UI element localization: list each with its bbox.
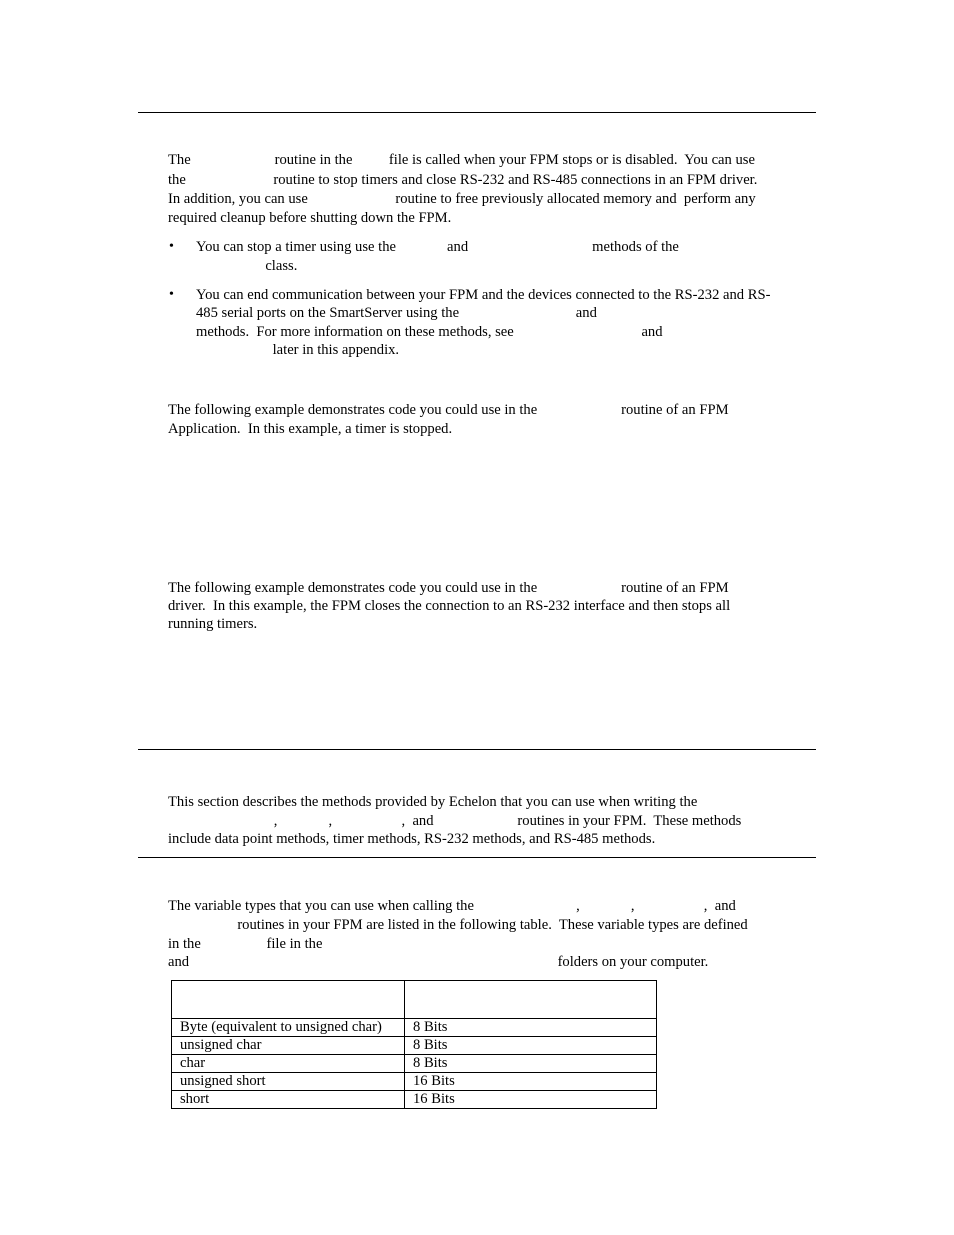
text-line: The variable types that you can use when calling the , , , and [168, 898, 736, 914]
text-line: later in this appendix. [196, 342, 400, 358]
bullet-icon: • [169, 239, 174, 254]
text-line: You can end communication between your FPM and the devices connected to the RS-232 and RS- [196, 287, 771, 303]
text-line: in the file in the [168, 936, 323, 952]
table-row [172, 1091, 657, 1109]
type-cell: unsigned char [172, 1037, 405, 1055]
table-row [172, 1055, 657, 1073]
type-cell: Byte (equivalent to unsigned char) [172, 1019, 405, 1037]
text-line: You can stop a timer using use the and methods of the [196, 239, 679, 255]
top-rule [138, 112, 816, 113]
variable-types-table [171, 980, 657, 1109]
table-row [172, 1037, 657, 1055]
type-cell: short [172, 1091, 405, 1109]
size-cell: 8 Bits [405, 1055, 657, 1073]
subsection-rule [138, 857, 816, 858]
text-line: include data point methods, timer methods, RS-232 methods, and RS-485 methods. [168, 831, 656, 847]
text-line: required cleanup before shutting down the FPM. [168, 210, 452, 226]
size-cell: 8 Bits [405, 1037, 657, 1055]
text-line: driver. In this example, the FPM closes the connection to an RS-232 interface and then stops all [168, 598, 731, 614]
text-line: The following example demonstrates code you could use in the routine of an FPM [168, 580, 729, 596]
text-line: methods. For more information on these methods, see and [196, 324, 663, 340]
bullet-icon: • [169, 287, 174, 302]
text-line: the routine to stop timers and close RS-232 and RS-485 connections in an FPM driver. [168, 172, 758, 188]
text-line: routines in your FPM are listed in the following table. These variable types are defined [168, 917, 748, 933]
text-line: and folders on your computer. [168, 954, 709, 970]
size-cell: 16 Bits [405, 1073, 657, 1091]
text-line: , , , and routines in your FPM. These methods [168, 813, 742, 829]
size-cell: 16 Bits [405, 1091, 657, 1109]
text-line: The routine in the file is called when your FPM stops or is disabled. You can use [168, 152, 755, 168]
text-line: class. [196, 258, 298, 274]
type-cell: unsigned short [172, 1073, 405, 1091]
text-line: Application. In this example, a timer is stopped. [168, 421, 453, 437]
table-header-row [172, 981, 657, 1019]
text-line: 485 serial ports on the SmartServer using the and [196, 305, 597, 321]
text-line: In addition, you can use routine to free previously allocated memory and perform any [168, 191, 756, 207]
text-line: This section describes the methods provided by Echelon that you can use when writing the [168, 794, 698, 810]
table-header-cell [172, 981, 405, 1019]
type-cell: char [172, 1055, 405, 1073]
size-cell: 8 Bits [405, 1019, 657, 1037]
text-line: The following example demonstrates code you could use in the routine of an FPM [168, 402, 729, 418]
table-row [172, 1073, 657, 1091]
table-header-cell [405, 981, 657, 1019]
table-row [172, 1019, 657, 1037]
text-line: running timers. [168, 616, 258, 632]
section-rule [138, 749, 816, 750]
